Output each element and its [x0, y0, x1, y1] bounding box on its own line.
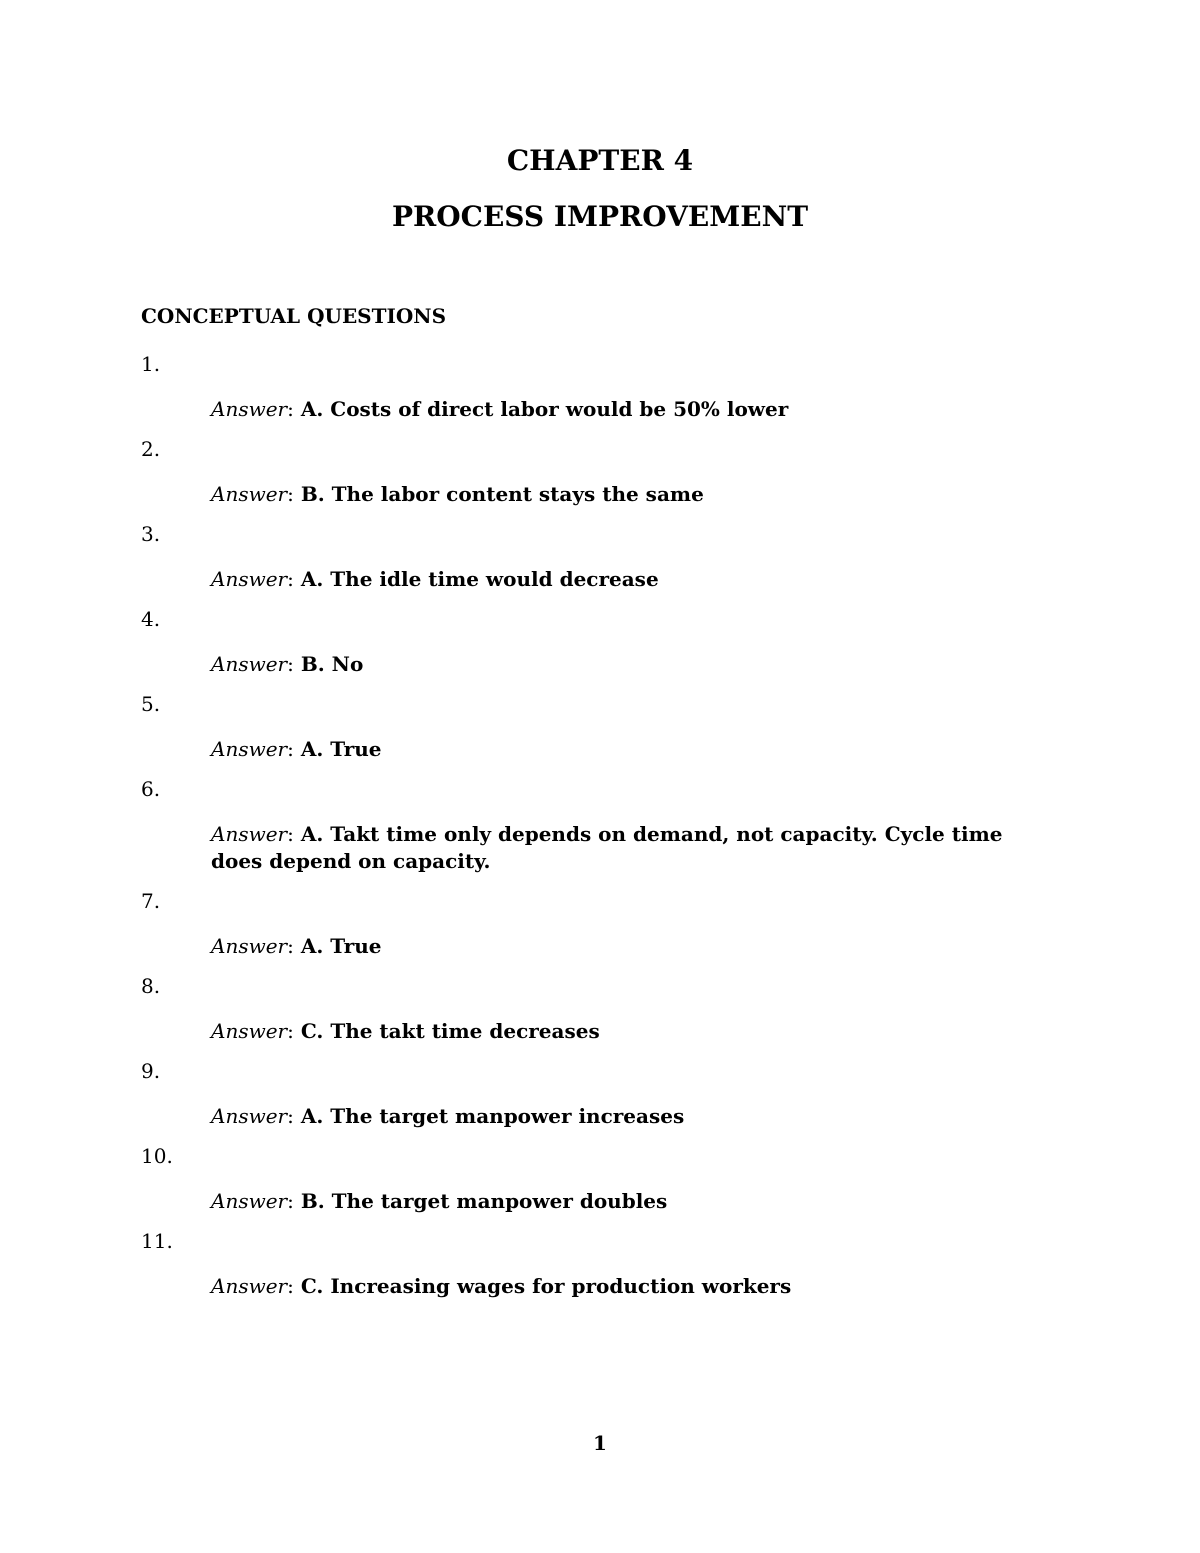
answer-value: A. Costs of direct labor would be 50% lower: [300, 397, 789, 421]
question-number: 6.: [141, 777, 161, 801]
answer-value: C. Increasing wages for production workers: [300, 1274, 792, 1298]
answer-text: [211, 1273, 1031, 1300]
answer-value: A. True: [300, 737, 382, 761]
answer-label: Answer: [211, 652, 288, 676]
question-item-10: [141, 1142, 1041, 1215]
question-list: [141, 350, 1041, 1300]
question-number: 8.: [141, 974, 161, 998]
question-number: 3.: [141, 522, 161, 546]
chapter-title: CHAPTER 4: [506, 144, 694, 177]
question-item-7: [141, 887, 1041, 960]
answer-value: B. The target manpower doubles: [300, 1189, 668, 1213]
question-number: 9.: [141, 1059, 161, 1083]
section-heading: CONCEPTUAL QUESTIONS: [141, 304, 447, 328]
question-number: 11.: [141, 1229, 173, 1253]
answer-text: [211, 481, 1031, 508]
question-number: 7.: [141, 889, 161, 913]
answer-label: Answer: [211, 737, 288, 761]
answer-label: Answer: [211, 482, 288, 506]
answer-value: A. True: [300, 934, 382, 958]
answer-value: A. The idle time would decrease: [300, 567, 659, 591]
answer-text: [211, 1103, 1031, 1130]
answer-label: Answer: [211, 1019, 288, 1043]
answer-colon: :: [287, 482, 294, 506]
question-item-3: [141, 520, 1041, 593]
answer-text: [211, 396, 1031, 423]
question-item-2: [141, 435, 1041, 508]
question-item-6: [141, 775, 1041, 875]
answer-text: [211, 1018, 1031, 1045]
answer-text: [211, 736, 1031, 763]
answer-value: C. The takt time decreases: [300, 1019, 600, 1043]
answer-colon: :: [287, 934, 294, 958]
answer-text: [211, 651, 1031, 678]
answer-colon: :: [287, 567, 294, 591]
answer-label: Answer: [211, 567, 288, 591]
answer-colon: :: [287, 1274, 294, 1298]
question-number: 5.: [141, 692, 161, 716]
question-item-5: [141, 690, 1041, 763]
answer-text: [211, 933, 1031, 960]
question-item-9: [141, 1057, 1041, 1130]
answer-text: [211, 821, 1031, 875]
answer-label: Answer: [211, 1274, 288, 1298]
answer-label: Answer: [211, 1189, 288, 1213]
question-item-4: [141, 605, 1041, 678]
answer-value: B. No: [300, 652, 364, 676]
question-item-11: [141, 1227, 1041, 1300]
chapter-subtitle: PROCESS IMPROVEMENT: [391, 200, 809, 233]
page-number: 1: [593, 1431, 607, 1455]
question-item-8: [141, 972, 1041, 1045]
answer-colon: :: [287, 1019, 294, 1043]
answer-label: Answer: [211, 822, 288, 846]
question-item-1: [141, 350, 1041, 423]
answer-colon: :: [287, 1189, 294, 1213]
question-number: 10.: [141, 1144, 173, 1168]
question-number: 4.: [141, 607, 161, 631]
answer-colon: :: [287, 652, 294, 676]
answer-colon: :: [287, 737, 294, 761]
answer-value: A. The target manpower increases: [300, 1104, 685, 1128]
answer-colon: :: [287, 397, 294, 421]
answer-label: Answer: [211, 1104, 288, 1128]
answer-colon: :: [287, 822, 294, 846]
answer-text: [211, 566, 1031, 593]
answer-label: Answer: [211, 934, 288, 958]
answer-value: A. Takt time only depends on demand, not capacity. Cycle time does depend on capacity.: [211, 822, 1003, 873]
question-number: 2.: [141, 437, 161, 461]
answer-text: [211, 1188, 1031, 1215]
answer-label: Answer: [211, 397, 288, 421]
question-number: 1.: [141, 352, 161, 376]
answer-value: B. The labor content stays the same: [300, 482, 704, 506]
answer-colon: :: [287, 1104, 294, 1128]
